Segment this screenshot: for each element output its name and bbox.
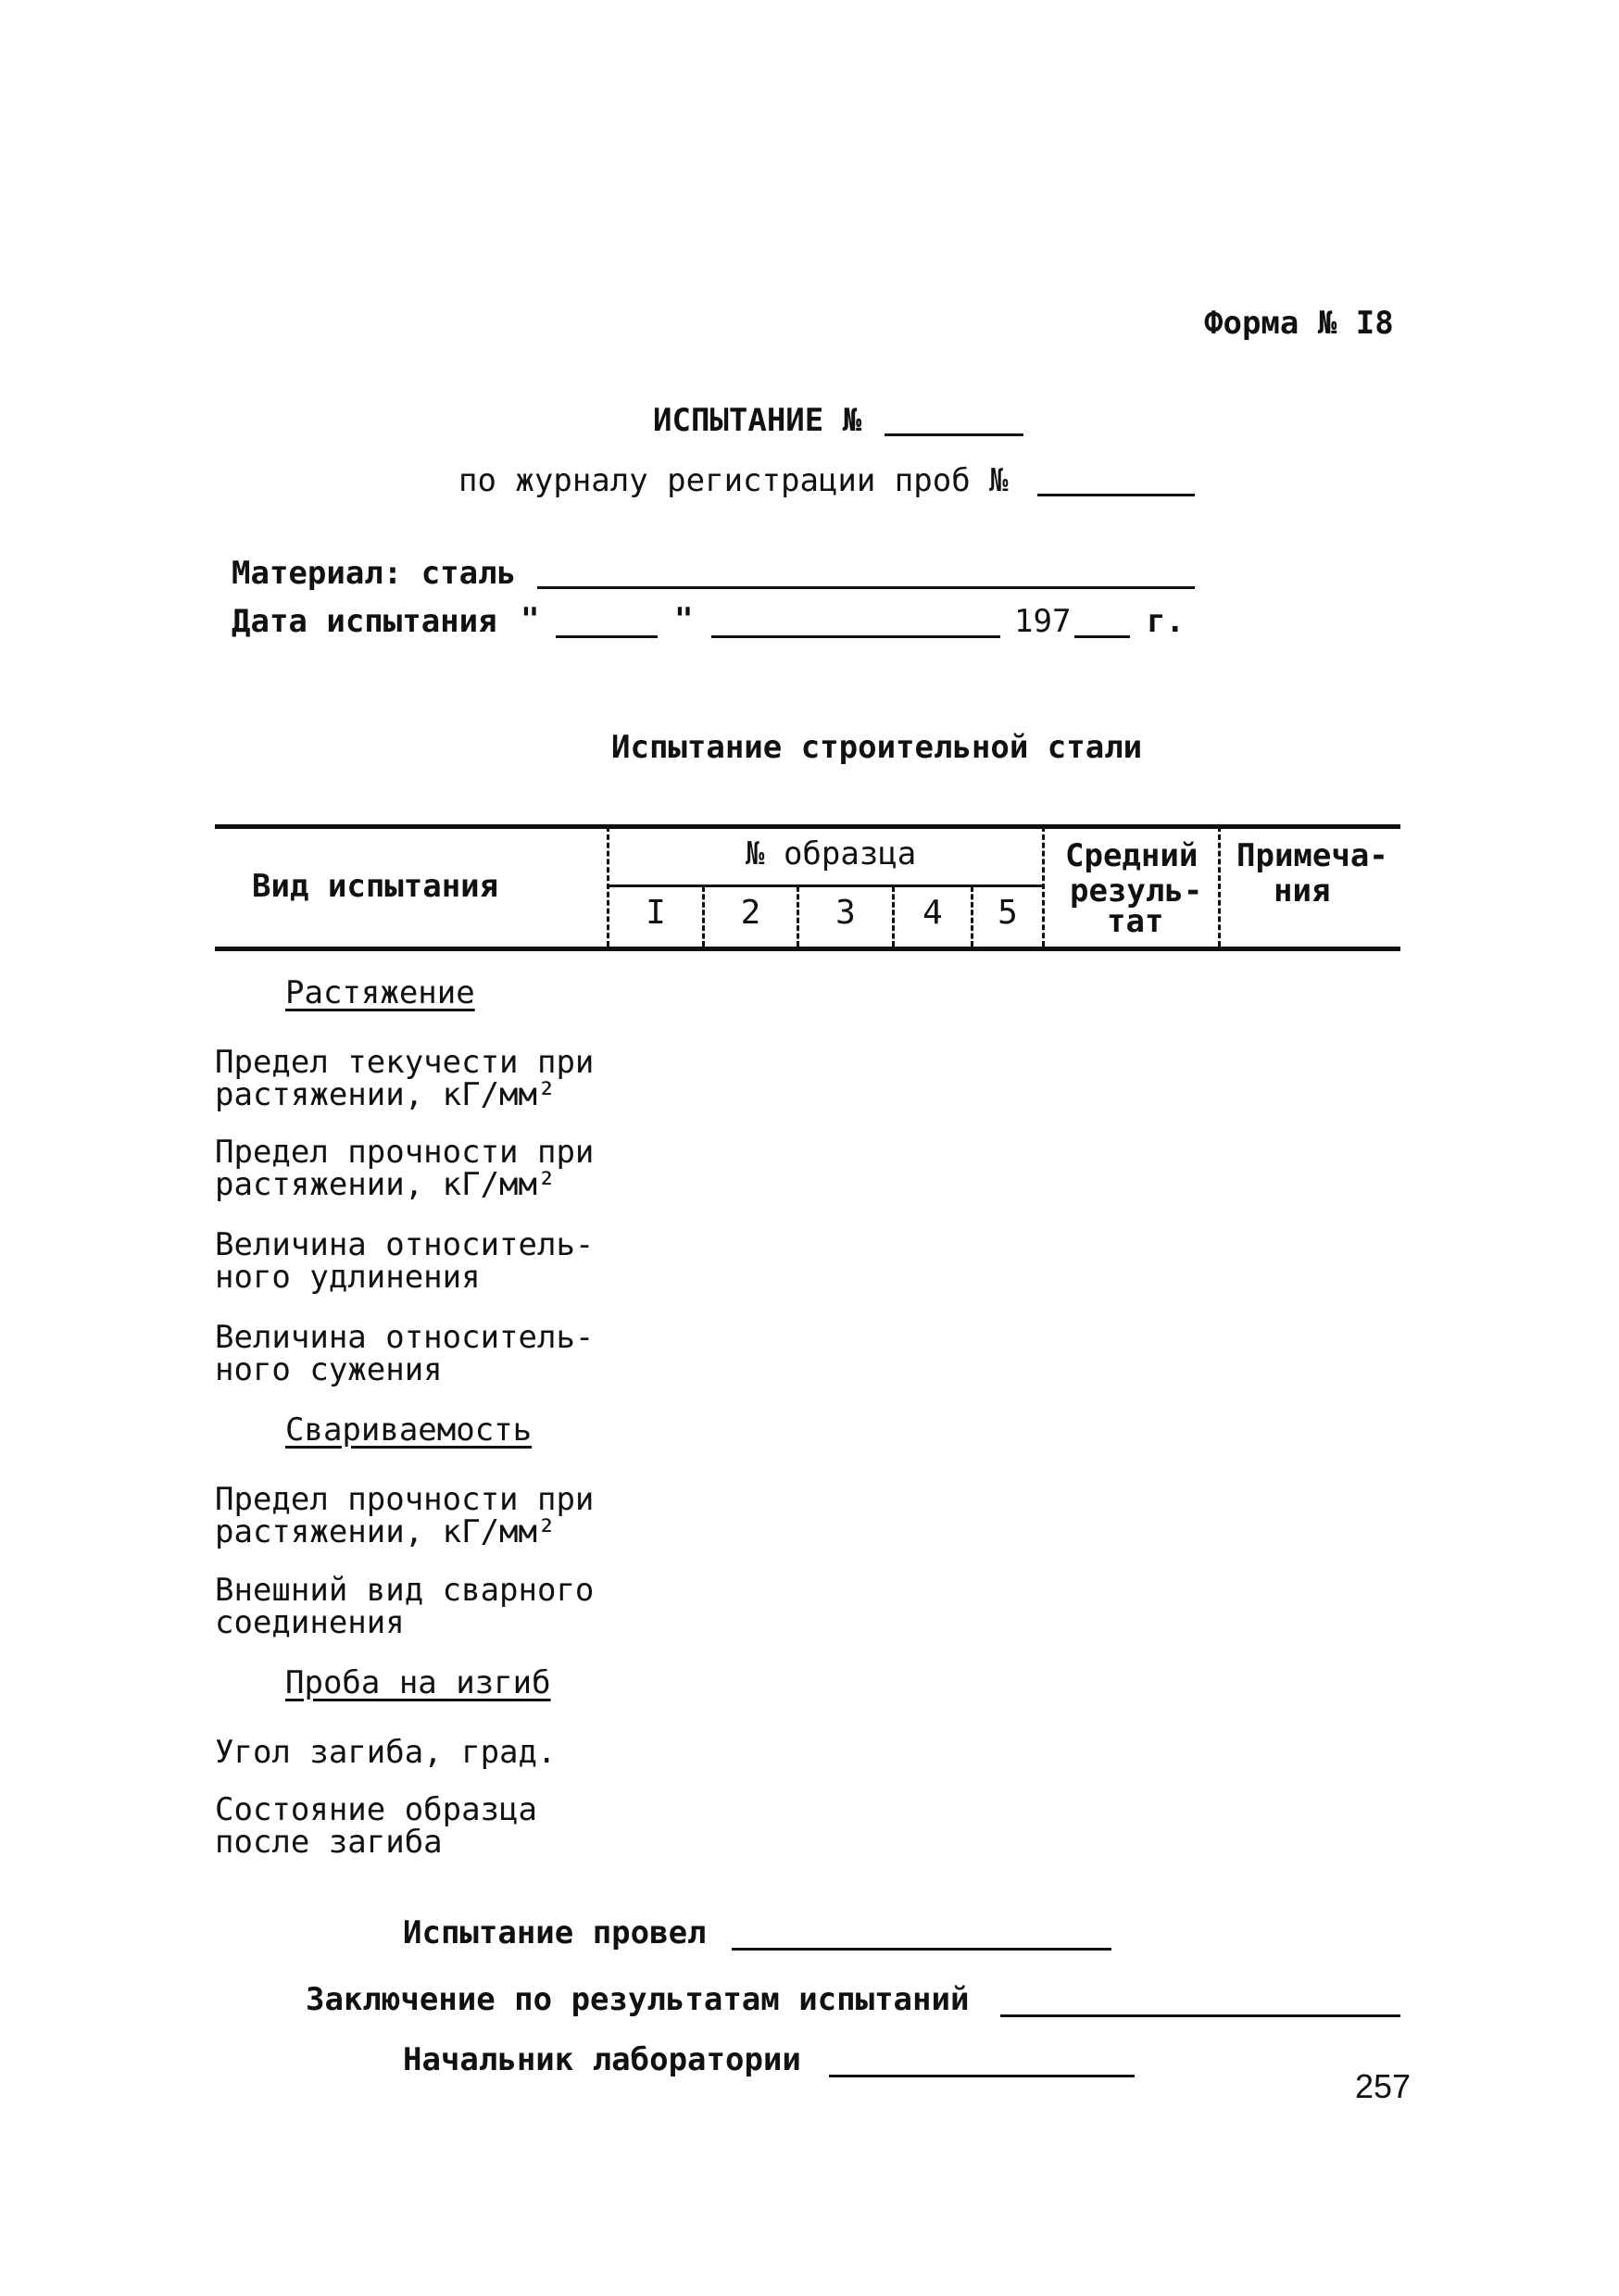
page-number: 257 (1355, 2067, 1412, 2105)
col-average-line2: резуль- (1070, 872, 1203, 910)
col-test-type: Вид испытания (252, 868, 499, 905)
sample-col-3: 3 (835, 894, 856, 932)
row-label: Состояние образца (215, 1791, 537, 1828)
row-label: Угол загиба, град. (215, 1734, 557, 1771)
quote-open: " (521, 601, 540, 638)
row-label: Предел текучести при (215, 1044, 595, 1081)
row-label: Внешний вид сварного (215, 1572, 595, 1609)
table-bottom-rule (215, 947, 1400, 951)
test-number-field[interactable] (885, 433, 1023, 436)
sample-col-4: 4 (922, 894, 943, 932)
year-suffix: г. (1147, 603, 1185, 640)
journal-number-field[interactable] (1037, 494, 1195, 496)
col-notes-line2: ния (1274, 872, 1331, 910)
quote-close: " (674, 601, 694, 638)
row-label: Величина относитель- (215, 1319, 595, 1356)
tested-by-field[interactable] (732, 1948, 1111, 1951)
sample-col-2: 2 (740, 894, 761, 932)
sample-col-5: 5 (998, 894, 1018, 932)
sample-subrule (607, 885, 1042, 887)
row-label: растяжении, кГ/мм² (215, 1166, 557, 1203)
date-day-field[interactable] (556, 635, 658, 638)
row-label: растяжении, кГ/мм² (215, 1076, 557, 1113)
material-label: Материал: сталь (232, 555, 517, 592)
tested-by-label: Испытание провел (403, 1914, 707, 1951)
col-average-line3: тат (1107, 903, 1164, 940)
year-prefix: 197 (1014, 603, 1072, 640)
col-notes-line1: Примеча- (1236, 837, 1388, 874)
date-month-field[interactable] (711, 635, 1000, 638)
form-number: Форма № I8 (1204, 305, 1394, 342)
lab-head-label: Начальник лаборатории (403, 2041, 801, 2078)
test-number-label: ИСПЫТАНИЕ № (653, 402, 862, 439)
lab-head-field[interactable] (829, 2075, 1135, 2077)
material-field[interactable] (537, 586, 1195, 589)
row-label: Величина относитель- (215, 1226, 595, 1263)
row-label: соединения (215, 1604, 405, 1641)
conclusion-label: Заключение по результатам испытаний (306, 1981, 970, 2018)
date-year-field[interactable] (1074, 635, 1130, 638)
row-label: растяжении, кГ/мм² (215, 1513, 557, 1550)
row-label: Предел прочности при (215, 1481, 595, 1518)
section-heading: Растяжение (285, 974, 475, 1011)
row-label: ного удлинения (215, 1259, 481, 1296)
row-label: Предел прочности при (215, 1134, 595, 1171)
section-heading: Свариваемость (285, 1411, 533, 1449)
col-sample-no: № образца (746, 835, 917, 872)
journal-label: по журналу регистрации проб № (458, 462, 1009, 499)
section-heading: Проба на изгиб (285, 1664, 551, 1701)
table-top-rule (215, 824, 1400, 829)
test-date-label: Дата испытания (232, 603, 497, 640)
col-average-line1: Средний (1065, 837, 1199, 874)
section-title: Испытание строительной стали (611, 729, 1143, 766)
sample-col-1: I (646, 894, 666, 932)
row-label: ного сужения (215, 1351, 443, 1388)
row-label: после загиба (215, 1824, 443, 1861)
conclusion-field[interactable] (1000, 2014, 1400, 2017)
